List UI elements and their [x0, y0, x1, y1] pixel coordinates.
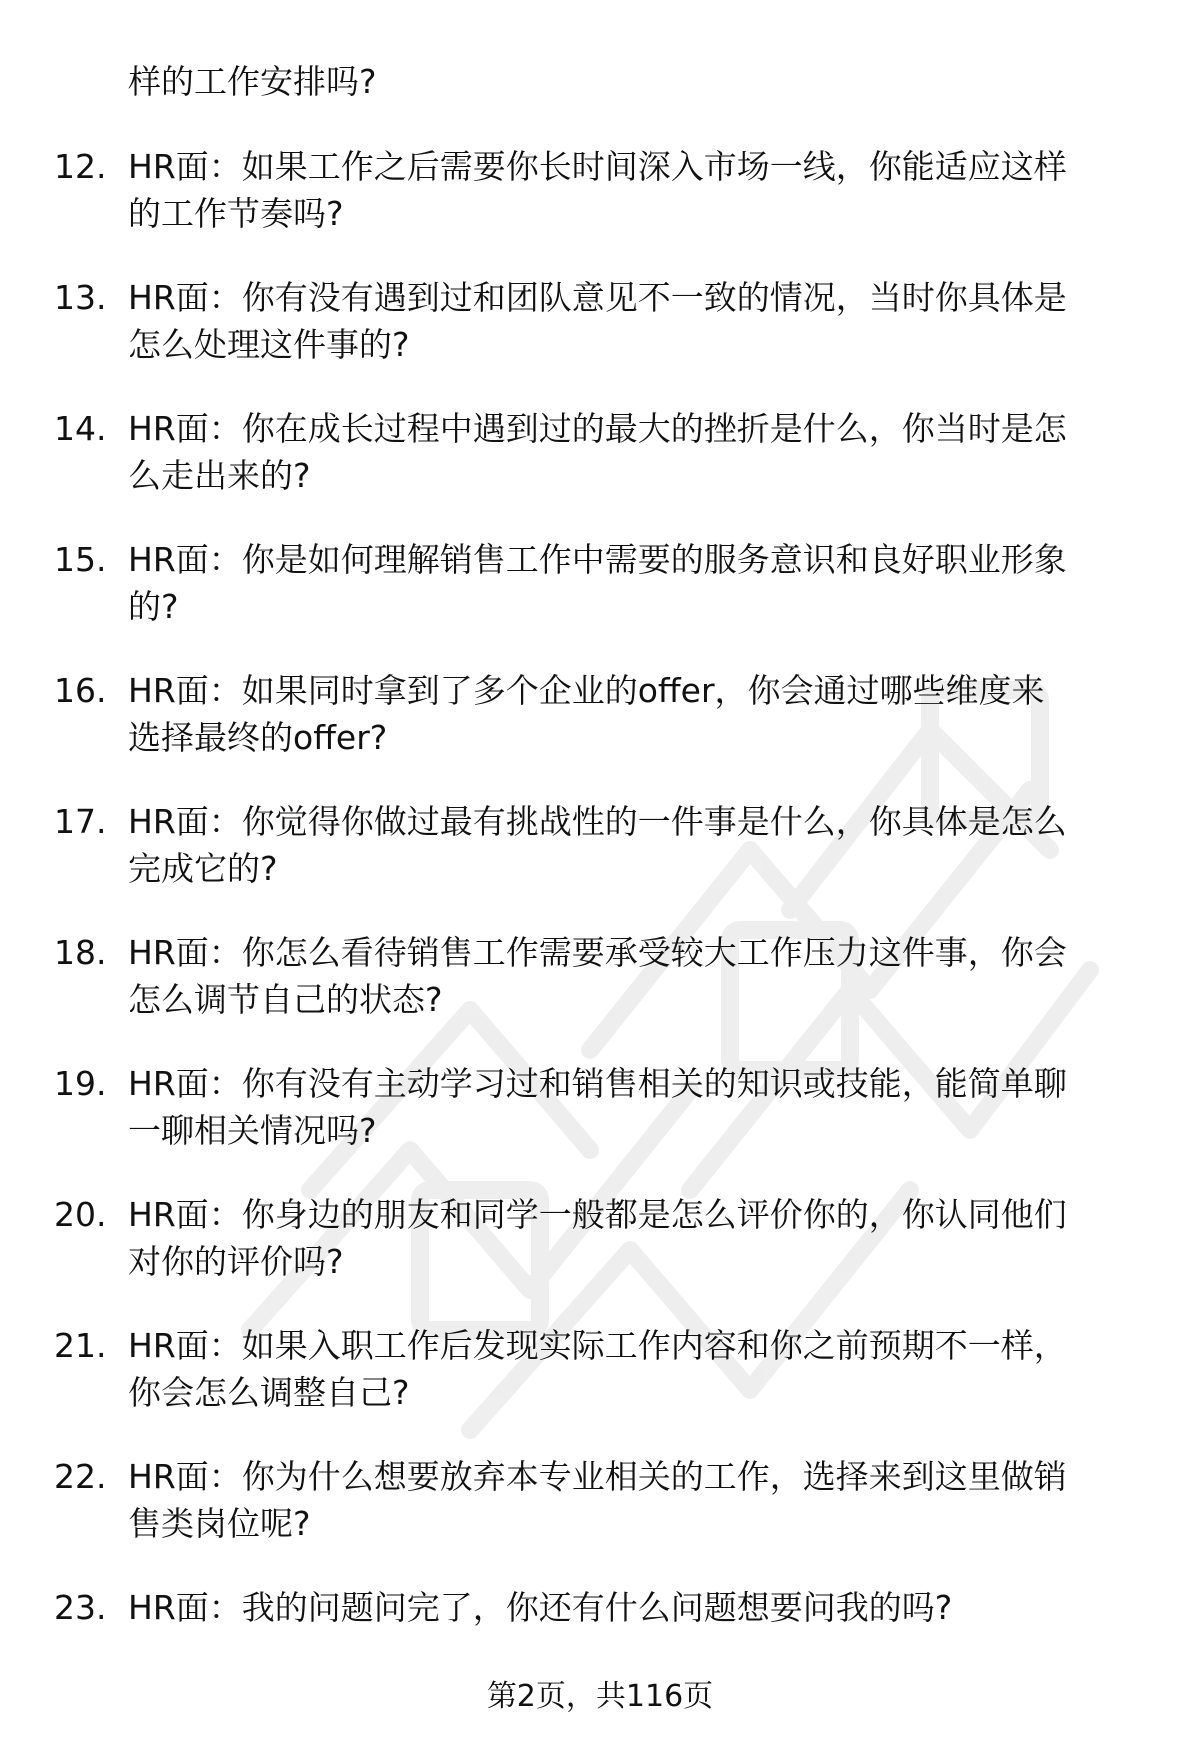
question-text: HR面：如果入职工作后发现实际工作内容和你之前预期不一样， 你会怎么调整自己?: [128, 1326, 1067, 1412]
question-number: 19.: [54, 1064, 107, 1103]
list-item: [0, 536, 1200, 667]
list-item: [0, 405, 1200, 536]
question-number: 14.: [54, 409, 107, 448]
list-item: [0, 1191, 1200, 1322]
question-list: [0, 143, 1200, 1715]
question-text: HR面：我的问题问完了，你还有什么问题想要问我的吗?: [128, 1588, 953, 1627]
question-number: 20.: [54, 1195, 107, 1234]
question-number: 13.: [54, 278, 107, 317]
question-number: 12.: [54, 147, 107, 186]
list-item: [0, 798, 1200, 929]
question-text: HR面：你有没有主动学习过和销售相关的知识或技能，能简单聊 一聊相关情况吗?: [128, 1064, 1067, 1150]
list-item: [0, 1060, 1200, 1191]
question-number: 15.: [54, 540, 107, 579]
list-item: [0, 274, 1200, 405]
question-number: 18.: [54, 933, 107, 972]
question-number: 17.: [54, 802, 107, 841]
question-text: HR面：你觉得你做过最有挑战性的一件事是什么，你具体是怎么 完成它的?: [128, 802, 1067, 888]
question-text: HR面：你身边的朋友和同学一般都是怎么评价你的，你认同他们 对你的评价吗?: [128, 1195, 1067, 1281]
list-item: [0, 1322, 1200, 1453]
question-text: HR面：你有没有遇到过和团队意见不一致的情况，当时你具体是 怎么处理这件事的?: [128, 278, 1067, 364]
list-item: [0, 667, 1200, 798]
page-footer: 第2页，共116页: [486, 1679, 714, 1714]
question-text: HR面：你怎么看待销售工作需要承受较大工作压力这件事，你会 怎么调节自己的状态?: [128, 933, 1067, 1019]
question-number: 23.: [54, 1588, 107, 1627]
question-text: HR面：你为什么想要放弃本专业相关的工作，选择来到这里做销 售类岗位呢?: [128, 1457, 1067, 1543]
list-item: [0, 1453, 1200, 1584]
list-item: [0, 929, 1200, 1060]
question-text: HR面：你在成长过程中遇到过的最大的挫折是什么，你当时是怎 么走出来的?: [128, 409, 1067, 495]
question-number: 22.: [54, 1457, 107, 1496]
list-item: [0, 143, 1200, 274]
question-text: HR面：如果工作之后需要你长时间深入市场一线，你能适应这样 的工作节奏吗?: [128, 147, 1067, 233]
continued-question-text: 样的工作安排吗?: [128, 62, 377, 101]
question-text: HR面：你是如何理解销售工作中需要的服务意识和良好职业形象 的?: [128, 540, 1067, 626]
question-text: HR面：如果同时拿到了多个企业的offer，你会通过哪些维度来 选择最终的offer?: [128, 671, 1045, 757]
question-number: 16.: [54, 671, 107, 710]
question-number: 21.: [54, 1326, 107, 1365]
